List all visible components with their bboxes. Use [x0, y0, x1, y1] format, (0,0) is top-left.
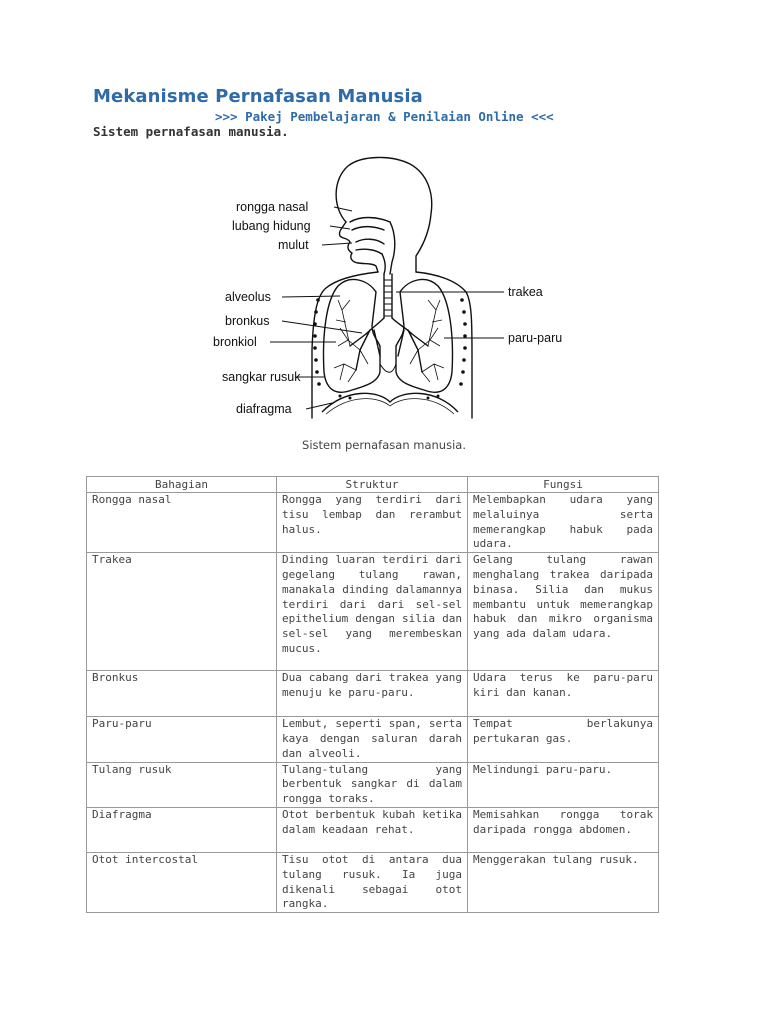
header-fungsi: Fungsi	[468, 477, 659, 493]
cell-struktur: Tulang-tulang yang berbentuk sangkar di dalam rongga toraks.	[277, 762, 468, 807]
label-trakea: trakea	[508, 285, 543, 299]
cell-struktur: Lembut, seperti span, serta kaya dengan saluran darah dan alveoli.	[277, 717, 468, 762]
cell-bahagian: Paru-paru	[87, 717, 277, 762]
label-bronkus: bronkus	[225, 314, 270, 328]
table-row	[87, 671, 659, 717]
body-outline	[312, 272, 378, 418]
table-row	[87, 807, 659, 852]
figure-caption: Sistem pernafasan manusia.	[302, 438, 466, 452]
cell-struktur: Dinding luaran terdiri dari gegelang tulang rawan, manakala dinding dalamannya terdiri dari dari sel-sel epithelium dengan silia dan sel-sel yang merembeskan mucus.	[277, 553, 468, 671]
header-bahagian: Bahagian	[87, 477, 277, 493]
table-row	[87, 493, 659, 553]
label-bronkiol: bronkiol	[213, 335, 257, 349]
cell-bahagian: Tulang rusuk	[87, 762, 277, 807]
cell-fungsi: Gelang tulang rawan menghalang trakea daripada binasa. Silia dan mukus membantu untuk memerangkap habuk dan mikro organisma yang ada dalam udara.	[468, 553, 659, 671]
label-mulut: mulut	[278, 238, 309, 252]
cell-struktur: Otot berbentuk kubah ketika dalam keadaan rehat.	[277, 807, 468, 852]
cell-bahagian: Trakea	[87, 553, 277, 671]
cell-fungsi: Tempat berlakunya pertukaran gas.	[468, 717, 659, 762]
cell-fungsi: Menggerakan tulang rusuk.	[468, 852, 659, 912]
nasal-cavity	[350, 218, 390, 231]
cell-fungsi: Udara terus ke paru-paru kiri dan kanan.	[468, 671, 659, 717]
table-row	[87, 852, 659, 912]
cell-bahagian: Rongga nasal	[87, 493, 277, 553]
respiratory-table	[86, 476, 659, 913]
label-alveolus: alveolus	[225, 290, 271, 304]
intro-text: Sistem pernafasan manusia.	[93, 124, 289, 139]
trachea	[384, 274, 392, 318]
cell-fungsi: Melindungi paru-paru.	[468, 762, 659, 807]
cell-struktur: Rongga yang terdiri dari tisu lembap dan rerambut halus.	[277, 493, 468, 553]
label-rongga-nasal: rongga nasal	[236, 200, 309, 214]
label-diafragma: diafragma	[236, 402, 292, 416]
pharynx	[356, 239, 384, 254]
cell-struktur: Dua cabang dari trakea yang menuju ke paru-paru.	[277, 671, 468, 717]
label-sangkar-rusuk: sangkar rusuk	[222, 370, 301, 384]
cell-bahagian: Otot intercostal	[87, 852, 277, 912]
cell-struktur: Tisu otot di antara dua tulang rusuk. Ia juga dikenali sebagai otot rangka.	[277, 852, 468, 912]
cell-fungsi: Melembapkan udara yang melaluinya serta memerangkap habuk pada udara.	[468, 493, 659, 553]
promo-link[interactable]: >>> Pakej Pembelajaran & Penilaian Online <<<	[215, 109, 554, 124]
table-row	[87, 553, 659, 671]
cell-bahagian: Bronkus	[87, 671, 277, 717]
cell-bahagian: Diafragma	[87, 807, 277, 852]
table-header-row	[87, 477, 659, 493]
cell-fungsi: Memisahkan rongga torak daripada rongga abdomen.	[468, 807, 659, 852]
label-paru-paru: paru-paru	[508, 331, 563, 345]
table-row	[87, 762, 659, 807]
table-row	[87, 717, 659, 762]
header-struktur: Struktur	[277, 477, 468, 493]
face-profile	[339, 222, 378, 272]
label-lubang-hidung: lubang hidung	[232, 219, 311, 233]
page-title: Mekanisme Pernafasan Manusia	[93, 86, 423, 107]
respiratory-diagram	[200, 150, 580, 425]
